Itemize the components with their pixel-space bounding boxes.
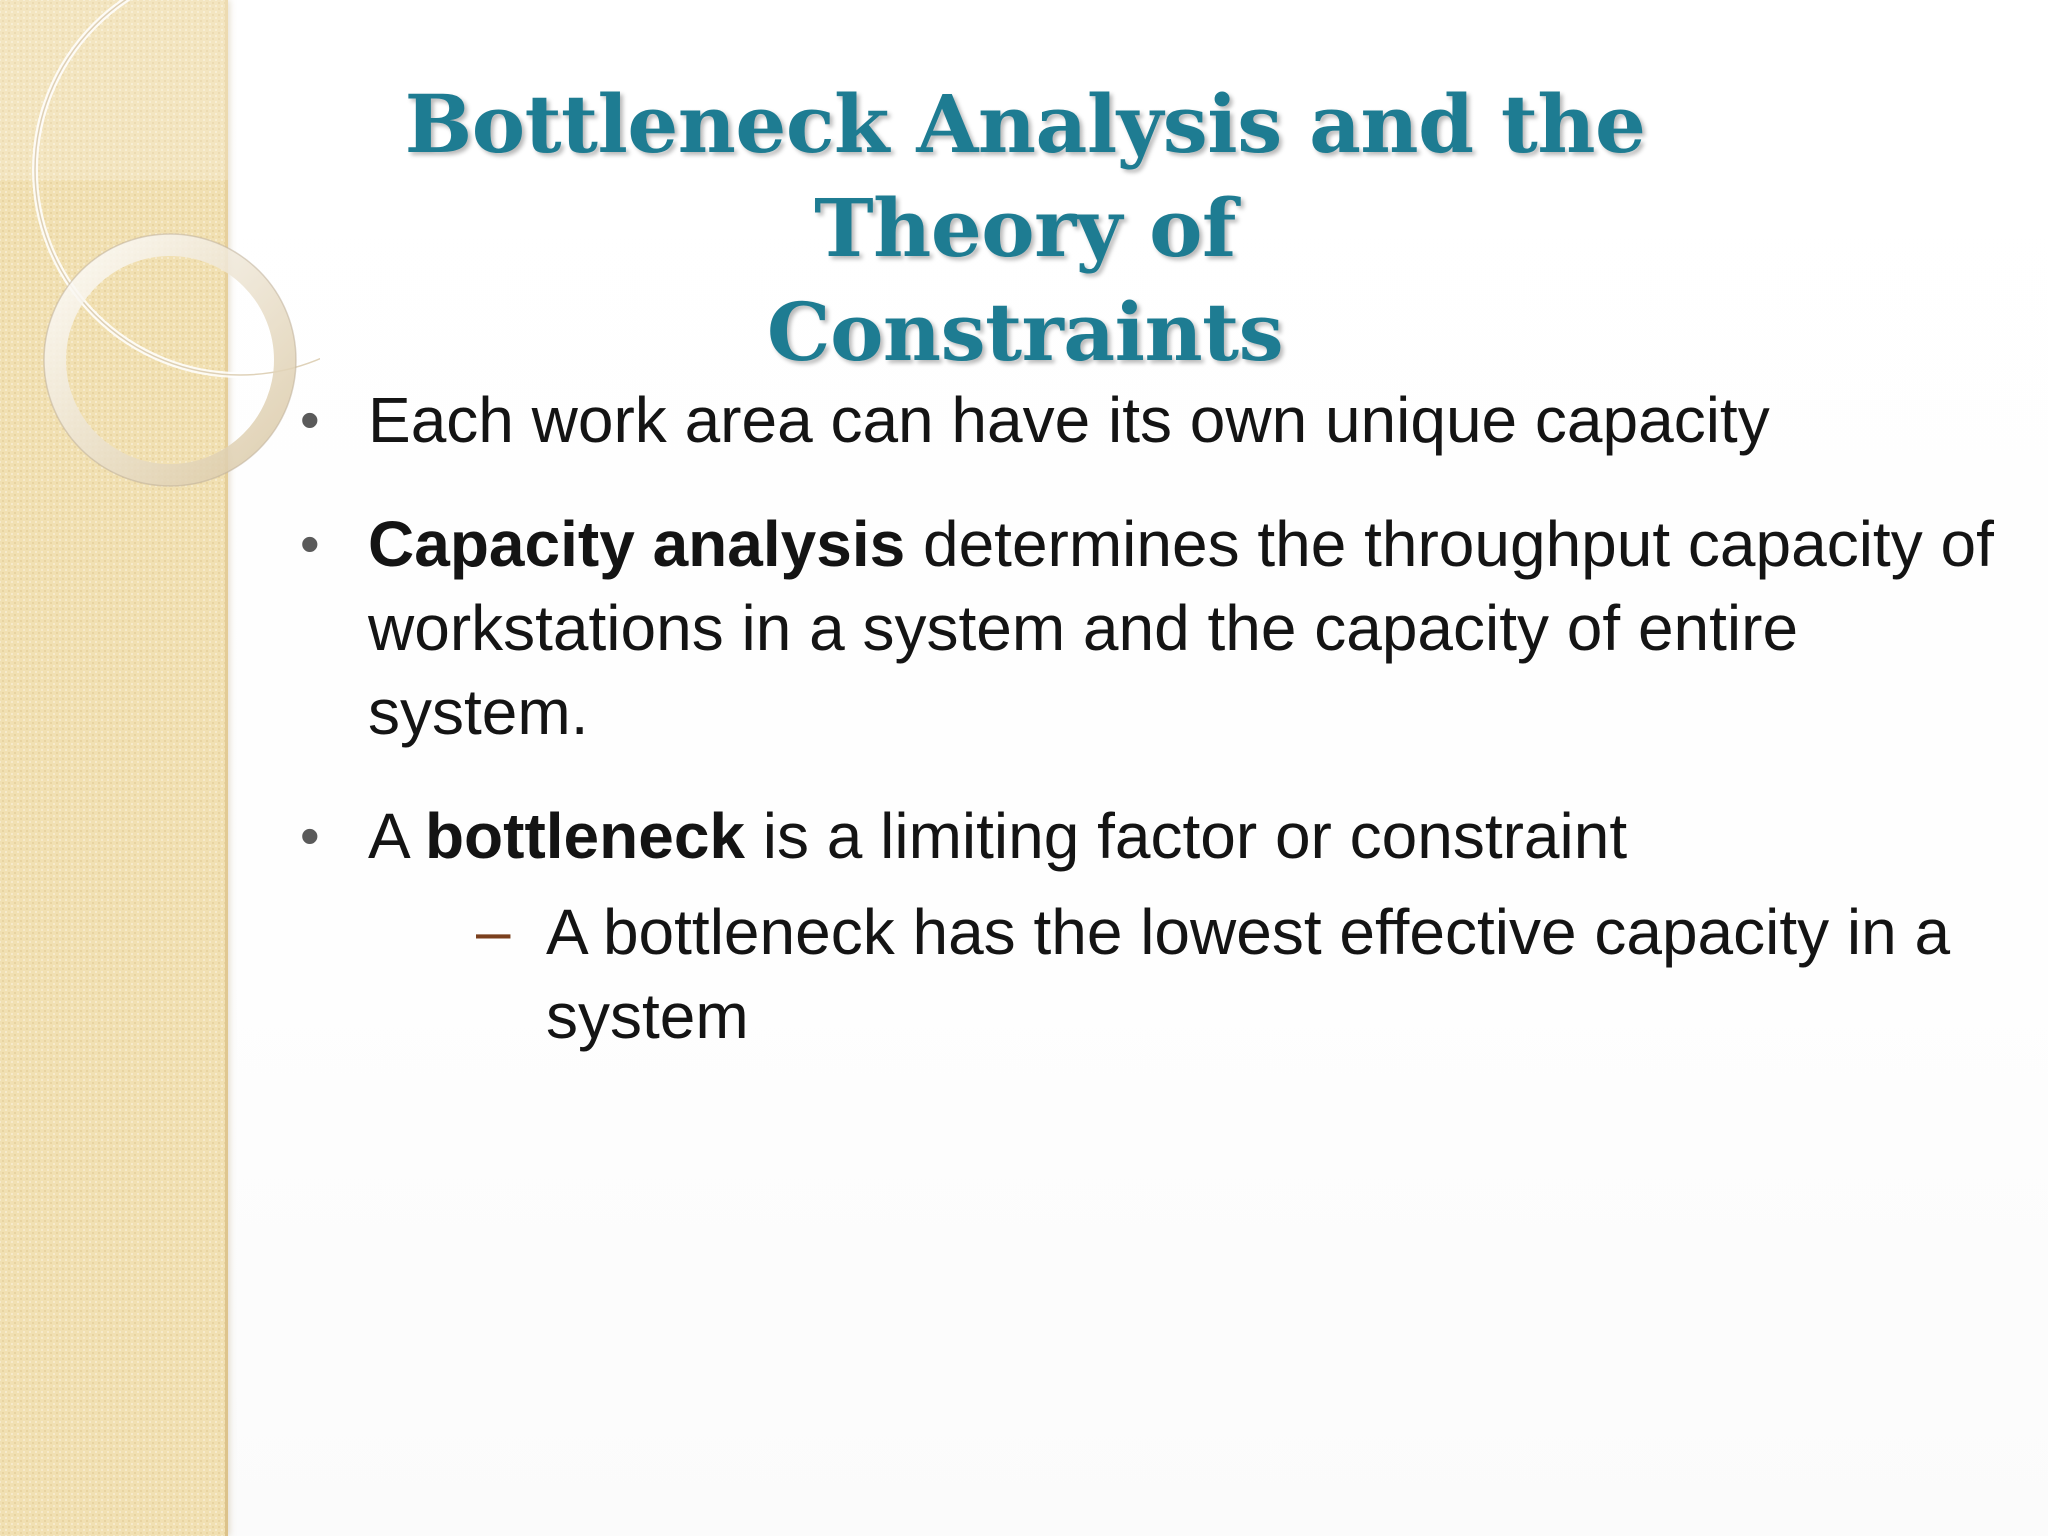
bullet-bold-term: Capacity analysis: [368, 508, 906, 580]
slide-title-line-2: Constraints: [766, 285, 1284, 379]
bullet-marker: •: [300, 804, 320, 867]
bullet-list: [300, 378, 2000, 1098]
bullet-text: is a limiting factor or constraint: [745, 800, 1628, 872]
sub-bullet-marker: –: [476, 897, 511, 966]
slide-title: [300, 72, 1750, 384]
bullet-text: determines the throughput capacity of workstations in a system and the capacity of entire system.: [368, 508, 1994, 748]
decorative-side-band: [0, 0, 228, 1536]
bullet-marker: •: [300, 512, 320, 575]
bullet-prefix: A: [368, 800, 425, 872]
bullet-marker: •: [300, 388, 320, 451]
bullet-item: [300, 502, 2000, 754]
slide-title-line-1: Bottleneck Analysis and the Theory of: [404, 77, 1646, 275]
bullet-item: [300, 794, 2000, 1058]
sub-bullet-item: [368, 890, 2000, 1058]
sub-bullet-text: A bottleneck has the lowest effective capacity in a system: [546, 896, 1951, 1052]
bullet-text: Each work area can have its own unique capacity: [368, 384, 1770, 456]
bullet-item: [300, 378, 2000, 462]
bullet-bold-term: bottleneck: [424, 800, 745, 872]
